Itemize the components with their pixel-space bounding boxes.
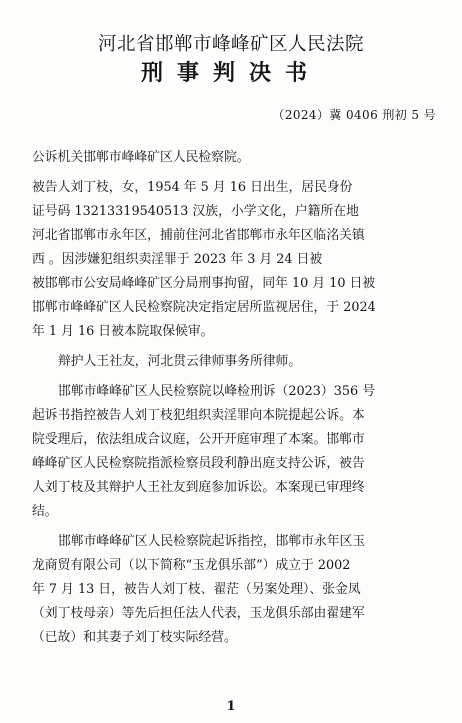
text-line: （刘丁枝母亲）等先后担任法人代表，玉龙俱乐部由翟建军: [32, 606, 365, 621]
text-line: 西 。因涉嫌犯组织卖淫罪于 2023 年 3 月 24 日被: [32, 252, 323, 267]
court-name: 河北省邯郸市峰峰矿区人民法院: [97, 34, 364, 55]
text-line: 结。: [32, 504, 58, 519]
page-number: 1: [226, 699, 236, 714]
text-line: 辩护人王社友，河北贯云律师事务所律师。: [58, 354, 302, 369]
text-line: （已故）和其妻子刘丁枝实际经营。: [32, 630, 237, 645]
text-line: 公诉机关邯郸市峰峰矿区人民检察院。: [32, 150, 250, 165]
text-line: 起诉书指控被告人刘丁枝犯组织卖淫罪向本院提起公诉。本: [32, 408, 365, 423]
text-line: 证号码 13213319540513 汉族，小学文化，户籍所在地: [32, 204, 359, 219]
case-number: （2024）冀 0406 刑初 5 号: [272, 108, 436, 122]
text-line: 邯郸市峰峰矿区人民检察院决定指定居所监视居住，于 2024: [32, 300, 376, 315]
document-title: 刑事判决书: [140, 61, 321, 86]
text-line: 年 1 月 16 日被本院取保候审。: [32, 324, 214, 339]
text-line: 河北省邯郸市永年区，捕前住河北省邯郸市永年区临洺关镇: [32, 228, 365, 243]
text-line: 被告人刘丁枝，女，1954 年 5 月 16 日出生，居民身份: [32, 180, 353, 195]
text-line: 邯郸市峰峰矿区人民检察院以峰检刑诉（2023）356 号: [58, 384, 375, 399]
text-line: 龙商贸有限公司（以下简称“玉龙俱乐部”）成立于 2002: [32, 558, 351, 573]
text-line: 峰峰矿区人民检察院指派检察员段利静出庭支持公诉，被告: [32, 456, 365, 471]
text-line: 被邯郸市公安局峰峰矿区分局刑事拘留，同年 10 月 10 日被: [32, 276, 376, 291]
text-line: 邯郸市峰峰矿区人民检察院起诉指控，邯郸市永年区玉: [58, 534, 366, 549]
text-line: 院受理后，依法组成合议庭，公开开庭审理了本案。邯郸市: [32, 432, 365, 447]
text-line: 人刘丁枝及其辩护人王社友到庭参加诉讼。本案现已审理终: [32, 480, 365, 495]
text-line: 年 7 月 13 日，被告人刘丁枝、翟茫（另案处理）、张金凤: [32, 582, 361, 597]
